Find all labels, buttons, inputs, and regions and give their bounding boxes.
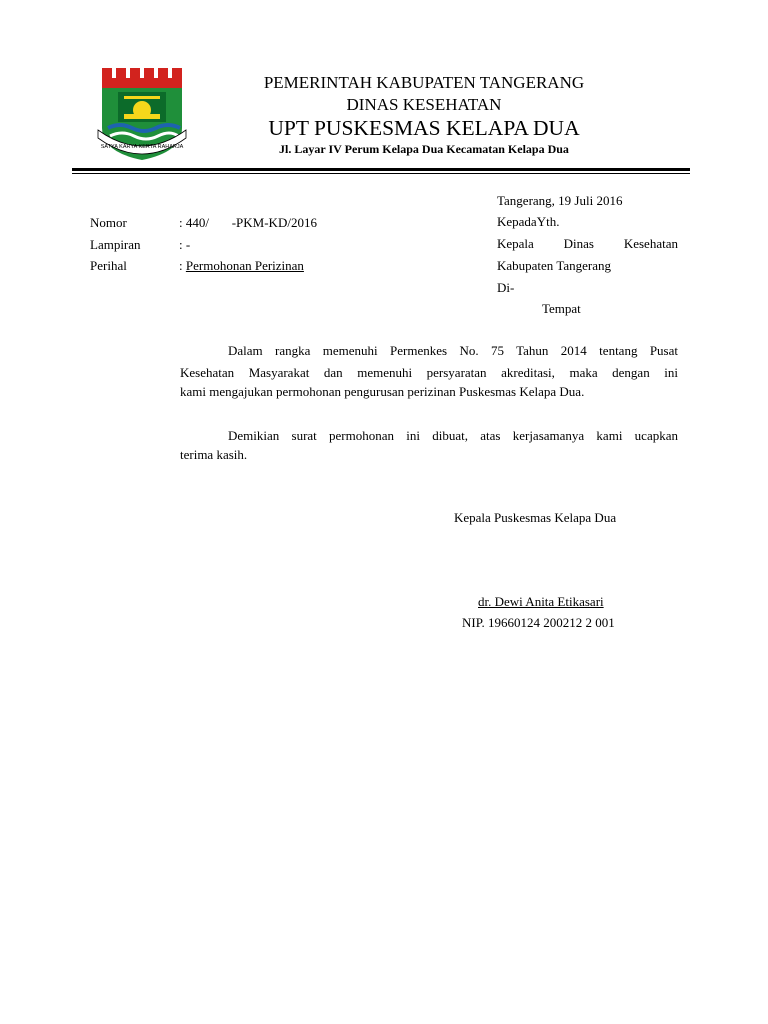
recipient-word: Kepala [497, 236, 534, 251]
header-department: DINAS KESEHATAN [346, 95, 502, 114]
signature-nip: NIP. 19660124 200212 2 001 [462, 615, 615, 630]
header-divider-thick [72, 168, 690, 171]
header-institution: UPT PUSKESMAS KELAPA DUA [268, 116, 580, 140]
lampiran-value: : - [179, 237, 191, 252]
body-paragraph-1-line-3: kami mengajukan permohonan pengurusan perizinan Puskesmas Kelapa Dua. [180, 384, 585, 399]
signature-title: Kepala Puskesmas Kelapa Dua [454, 510, 617, 525]
header-government: PEMERINTAH KABUPATEN TANGERANG [263, 73, 585, 92]
kabupaten-tangerang-logo [94, 66, 190, 162]
logo-motto: SATYA KARYA KERTA RAHARJA [100, 144, 184, 150]
header-address: Jl. Layar IV Perum Kelapa Dua Kecamatan Kelapa Dua [279, 142, 569, 156]
nomor-label: Nomor [90, 215, 127, 230]
perihal-subject: Permohonan Perizinan [185, 258, 304, 273]
body-paragraph-2-line-1: Demikian surat permohonan ini dibuat, atas kerjasamanya kami ucapkan [228, 428, 678, 443]
recipient-title [497, 236, 678, 252]
body-paragraph-1-line-1: Dalam rangka memenuhi Permenkes No. 75 Tahun 2014 tentang Pusat [228, 343, 678, 358]
signature-name: dr. Dewi Anita Etikasari [478, 594, 604, 609]
recipient-region: Kabupaten Tangerang [497, 258, 611, 273]
recipient-greeting: KepadaYth. [497, 214, 560, 229]
recipient-place: Tempat [542, 301, 581, 316]
perihal-colon: : [179, 258, 186, 273]
recipient-word: Kesehatan [623, 236, 678, 251]
recipient-at: Di- [497, 280, 515, 295]
body-paragraph-1-line-2: Kesehatan Masyarakat dan memenuhi persyaratan akreditasi, maka dengan ini [180, 365, 678, 380]
lampiran-label: Lampiran [90, 237, 141, 252]
header-divider-thin [72, 173, 690, 174]
letter-date: Tangerang, 19 Juli 2016 [497, 193, 623, 208]
recipient-word: Dinas [563, 236, 594, 251]
perihal-value [179, 258, 304, 274]
body-paragraph-2-line-2: terima kasih. [180, 447, 248, 462]
nomor-value: : 440/ -PKM-KD/2016 [179, 215, 317, 230]
perihal-label: Perihal [90, 258, 127, 273]
